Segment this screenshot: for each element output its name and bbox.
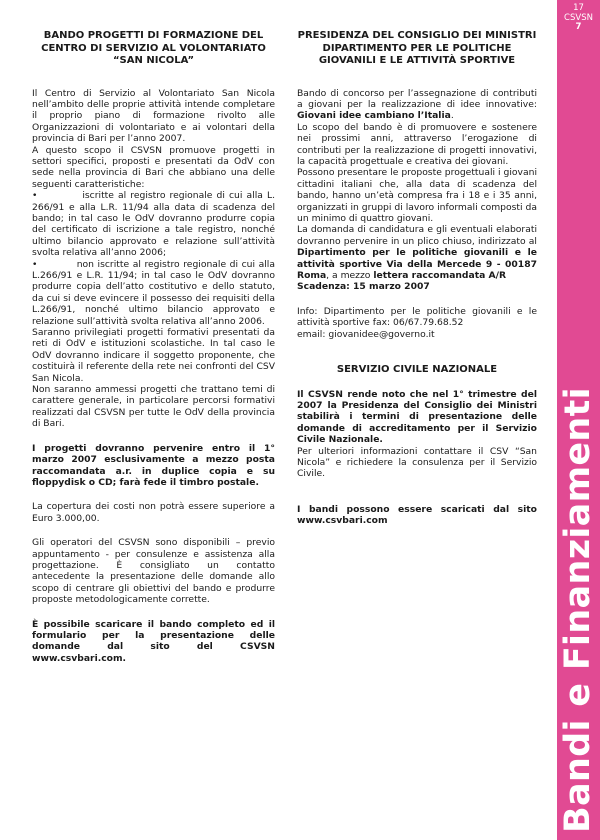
- right-column: [297, 30, 537, 527]
- right-title-line-2: DIPARTIMENTO PER LE POLITICHE: [322, 42, 512, 54]
- right-application-address: Dipartimento per le politiche giovanili e le attività sportive Via della Mercede 9 - 00187 Roma: [297, 247, 537, 281]
- left-bullet-registered: [32, 190, 275, 258]
- left-intro-paragraph: Il Centro di Servizio al Volontariato San Nicola nell’ambito delle proprie attività intende completare il proprio piano di formazione rivolto alle Organizzazioni di volontariato e ai volontari della provincia di Bari per l’anno 2007.: [32, 87, 275, 145]
- left-coverage-paragraph: La copertura dei costi non potrà essere superiore a Euro 3.000,00.: [32, 501, 275, 524]
- left-title-line-3: “SAN NICOLA”: [112, 55, 195, 66]
- right-application-mid: , a mezzo: [326, 270, 374, 281]
- civil-service-body: Il CSVSN rende noto che nel 1° trimestre del 2007 la Presidenza del Consiglio dei Ministri stabilirà i termini di presentazione delle domande di accreditamento per il Servizio Civile Nazionale.: [297, 388, 537, 446]
- left-deadline-paragraph: I progetti dovranno pervenire entro il 1° marzo 2007 esclusivamente a mezzo posta raccomandata a.r. in duplice copia e su floppydisk o CD; farà fede il timbro postale.: [32, 442, 275, 488]
- right-deadline: Scadenza: 15 marzo 2007: [297, 281, 430, 293]
- right-intro-bold: Giovani idee cambiano l’Italia: [297, 110, 451, 122]
- right-application-method: lettera raccomandata A/R: [373, 270, 507, 281]
- right-article-title: [297, 30, 537, 68]
- right-scope-paragraph: Lo scopo del bando è di promuovere e sostenere nei prossimi anni, attraverso l’erogazione di contributi per la realizzazione di progetti innovativi, la capacità progettuale e creativa dei giovani.: [297, 121, 537, 167]
- left-operators-paragraph: Gli operatori del CSVSN sono disponibili – previo appuntamento - per consulenze e assistenza alla progettazione. È consigliato un contatto antecedente la presentazione delle domande allo scopo di centrare gli obiettivi del bando e produrre proposte metodologicamente corrette.: [32, 537, 275, 606]
- left-bullet-unregistered: [32, 259, 275, 327]
- bullet-text-2: non iscritte al registro regionale di cui alla L.266/91 e L.R. 11/94; in tal caso le OdV dovranno produrre copia dell’atto costitutivo e dello statuto, da cui si deve evincere il possesso dei requisiti della L.266/91, nonché ultimo bilancio approvato e relazione sull’attività svolta relativa all’anno 2006.: [32, 258, 275, 327]
- left-title-line-1: BANDO PROGETTI DI FORMAZIONE DEL: [43, 30, 264, 41]
- left-download-paragraph: È possibile scaricare il bando completo ed il formulario per la presentazione delle domande dal sito del CSVSN www.csvbari.com.: [32, 618, 275, 664]
- right-title-line-1: PRESIDENZA DEL CONSIGLIO DEI MINISTRI: [297, 30, 537, 41]
- right-application-paragraph: [297, 224, 537, 281]
- section-vertical-title: Bandi e Finanziamenti: [558, 387, 598, 833]
- right-eligibility-paragraph: Possono presentare le proposte progettuali i giovani cittadini italiani che, alla data di scadenza del bando, hanno un’età compresa fra i 18 e i 35 anni, organizzati in gruppi di lavoro informali composti da un minimo di quattro giovani.: [297, 167, 537, 224]
- left-title-line-2: CENTRO DI SERVIZIO AL VOLONTARIATO: [41, 42, 266, 54]
- left-networks-paragraph: Saranno privilegiati progetti formativi presentati da reti di OdV e istituzioni scolastiche. In tal caso le OdV dovranno indicare il soggetto proponente, che costituirà il referente della rete nei confronti del CSV San Nicola.: [32, 327, 275, 384]
- right-intro-end: .: [450, 110, 454, 122]
- org-abbrev: CSVSN: [564, 12, 593, 23]
- civil-service-more: Per ulteriori informazioni contattare il CSV “San Nicola” e richiedere la consulenza per il Servizio Civile.: [297, 445, 537, 480]
- left-column: [32, 30, 275, 664]
- right-application-text: La domanda di candidatura e gli eventuali elaborati dovranno pervenire in un plico chiuso, indirizzato al: [297, 224, 537, 247]
- right-info-paragraph: Info: Dipartimento per le politiche giovanili e le attività sportive fax: 06/67.79.68.52: [297, 305, 537, 329]
- right-intro-text: Bando di concorso per l’assegnazione di contributi a giovani per la realizzazione di idee innovative:: [297, 87, 537, 110]
- right-title-line-3: GIOVANILI E LE ATTIVITÀ SPORTIVE: [318, 55, 516, 66]
- bullet-text-1: iscritte al registro regionale di cui alla L. 266/91 e alla L.R. 11/94 alla data di scadenza del bando; in tal caso le OdV dovranno produrre copia del certificato di iscrizione a tale registro, nonché ultimo bilancio approvato e relazione sull’attività svolta relativa all’anno 2006;: [32, 190, 275, 259]
- civil-service-title: SERVIZIO CIVILE NAZIONALE: [336, 364, 498, 376]
- left-excluded-paragraph: Non saranno ammessi progetti che trattano temi di carattere generale, in particolare percorsi formativi realizzati dal CSVSN per tutte le OdV della provincia di Bari.: [32, 384, 275, 430]
- bullet-mark-2: •: [32, 258, 38, 270]
- downloads-paragraph: I bandi possono essere scaricati dal sito www.csvbari.com: [297, 503, 537, 527]
- left-purpose-paragraph: A questo scopo il CSVSN promuove progetti in settori specifici, proposti e presentati da OdV con sede nella provincia di Bari che abbiano una delle seguenti caratteristiche:: [32, 144, 275, 190]
- section-number: 7: [575, 22, 582, 32]
- bullet-mark-1: •: [32, 190, 38, 202]
- left-article-title: [32, 30, 275, 68]
- page-number: 17: [573, 3, 584, 13]
- page-number-block: [557, 4, 600, 33]
- right-intro-paragraph: [297, 88, 537, 122]
- right-email: email: giovanidee@governo.it: [297, 328, 435, 340]
